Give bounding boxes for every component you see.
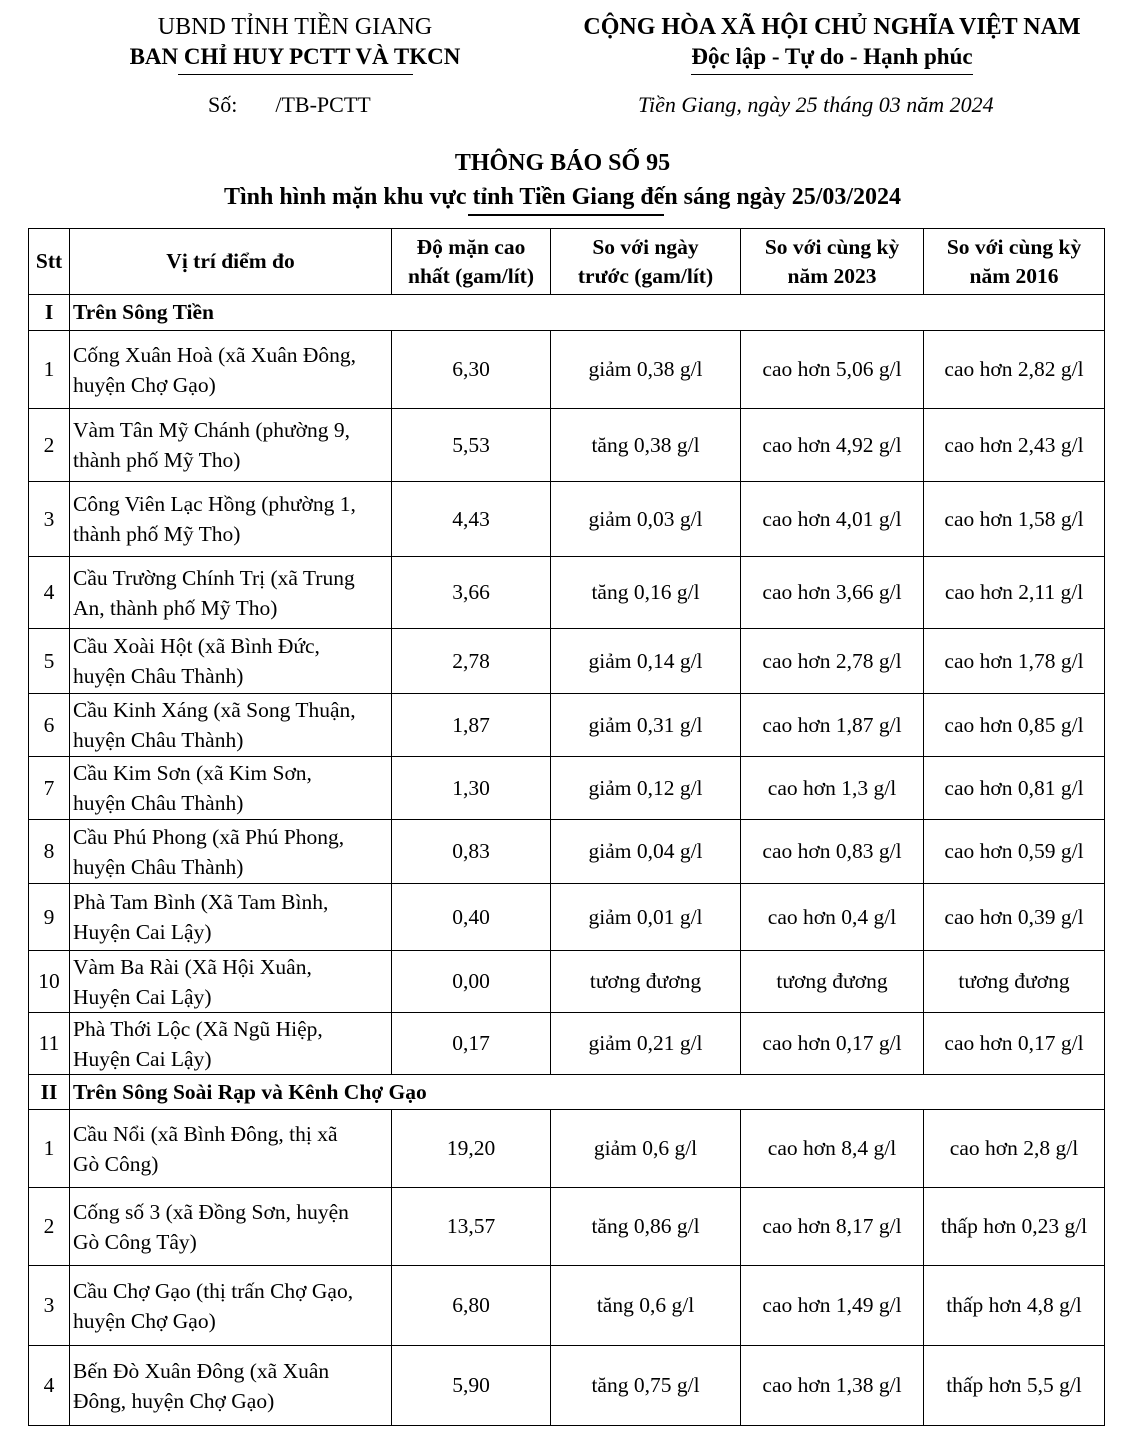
row-vs-2023: cao hơn 3,66 g/l <box>741 557 924 629</box>
row-location <box>70 629 392 694</box>
section-roman: I <box>29 295 70 331</box>
row-vs-prev-day: giảm 0,38 g/l <box>551 331 741 409</box>
table-row <box>29 1188 1105 1266</box>
col-header-2023: So với cùng kỳ năm 2023 <box>741 229 924 295</box>
row-stt: 4 <box>29 557 70 629</box>
location-line2: An, thành phố Mỹ Tho) <box>73 595 278 620</box>
row-vs-2023: cao hơn 1,3 g/l <box>741 757 924 820</box>
row-stt: 7 <box>29 757 70 820</box>
row-vs-2023: cao hơn 2,78 g/l <box>741 629 924 694</box>
number-label: Số: <box>208 92 238 117</box>
location-line1: Cầu Nổi (xã Bình Đông, thị xã <box>73 1121 338 1146</box>
row-vs-2016: cao hơn 0,81 g/l <box>924 757 1105 820</box>
row-vs-2023: cao hơn 1,49 g/l <box>741 1266 924 1346</box>
issuer-committee: BAN CHỈ HUY PCTT VÀ TKCN <box>129 44 461 69</box>
row-location <box>70 1110 392 1188</box>
row-max-salinity: 13,57 <box>392 1188 551 1266</box>
section-row <box>29 295 1105 331</box>
row-vs-prev-day: giảm 0,03 g/l <box>551 482 741 557</box>
col-header-max: Độ mặn cao nhất (gam/lít) <box>392 229 551 295</box>
row-vs-prev-day: tăng 0,38 g/l <box>551 409 741 482</box>
col-header-prev-day: So với ngày trước (gam/lít) <box>551 229 741 295</box>
row-vs-prev-day: giảm 0,14 g/l <box>551 629 741 694</box>
table-row <box>29 331 1105 409</box>
row-stt: 11 <box>29 1013 70 1075</box>
location-line1: Cầu Kinh Xáng (xã Song Thuận, <box>73 698 356 722</box>
location-line2: huyện Châu Thành) <box>73 854 244 879</box>
row-location <box>70 757 392 820</box>
national-header <box>572 12 1092 75</box>
document-title: THÔNG BÁO SỐ 95 <box>454 150 671 176</box>
row-vs-prev-day: tương đương <box>551 951 741 1013</box>
row-vs-2016: cao hơn 0,85 g/l <box>924 694 1105 757</box>
table-body <box>29 295 1105 1426</box>
national-title: CỘNG HÒA XÃ HỘI CHỦ NGHĨA VIỆT NAM <box>583 14 1081 40</box>
location-line2: huyện Châu Thành) <box>73 664 244 688</box>
row-vs-prev-day: giảm 0,31 g/l <box>551 694 741 757</box>
issuer-header <box>120 12 470 75</box>
row-stt: 2 <box>29 409 70 482</box>
location-line1: Cầu Trường Chính Trị (xã Trung <box>73 565 355 590</box>
location-line1: Vàm Tân Mỹ Chánh (phường 9, <box>73 418 351 442</box>
row-vs-2023: cao hơn 1,87 g/l <box>741 694 924 757</box>
location-line1: Phà Tam Bình (Xã Tam Bình, <box>73 890 329 914</box>
location-line2: huyện Châu Thành) <box>73 728 244 752</box>
location-line2: thành phố Mỹ Tho) <box>73 448 241 472</box>
row-vs-prev-day: giảm 0,12 g/l <box>551 757 741 820</box>
table-row <box>29 482 1105 557</box>
row-location <box>70 1188 392 1266</box>
issuer-underline <box>178 74 413 75</box>
row-vs-2023: cao hơn 0,4 g/l <box>741 884 924 951</box>
row-max-salinity: 0,40 <box>392 884 551 951</box>
row-vs-2023: cao hơn 8,17 g/l <box>741 1188 924 1266</box>
location-line2: huyện Chợ Gạo) <box>73 1308 216 1333</box>
location-line1: Cầu Chợ Gạo (thị trấn Chợ Gạo, <box>73 1278 354 1303</box>
location-line1: Cầu Kim Sơn (xã Kim Sơn, <box>73 761 312 785</box>
row-vs-2023: cao hơn 5,06 g/l <box>741 331 924 409</box>
row-vs-2023: cao hơn 0,83 g/l <box>741 820 924 884</box>
row-max-salinity: 6,80 <box>392 1266 551 1346</box>
location-line1: Cầu Phú Phong (xã Phú Phong, <box>73 824 345 849</box>
row-location <box>70 694 392 757</box>
row-stt: 6 <box>29 694 70 757</box>
location-line2: Huyện Cai Lậy) <box>73 984 212 1009</box>
row-location <box>70 331 392 409</box>
location-line1: Cầu Xoài Hột (xã Bình Đức, <box>73 634 320 658</box>
row-vs-2023: cao hơn 0,17 g/l <box>741 1013 924 1075</box>
row-vs-prev-day: tăng 0,86 g/l <box>551 1188 741 1266</box>
number-code: /TB-PCTT <box>275 92 371 117</box>
table-row <box>29 951 1105 1013</box>
subtitle-underline <box>468 214 664 216</box>
row-location <box>70 1266 392 1346</box>
row-vs-prev-day: giảm 0,6 g/l <box>551 1110 741 1188</box>
col-header-location: Vị trí điểm đo <box>70 229 392 295</box>
location-line2: huyện Châu Thành) <box>73 791 244 815</box>
table-row <box>29 1013 1105 1075</box>
national-motto: Độc lập - Tự do - Hạnh phúc <box>691 42 972 75</box>
row-vs-prev-day: giảm 0,01 g/l <box>551 884 741 951</box>
table-row <box>29 820 1105 884</box>
row-vs-2016: cao hơn 0,17 g/l <box>924 1013 1105 1075</box>
row-max-salinity: 1,87 <box>392 694 551 757</box>
row-vs-prev-day: tăng 0,6 g/l <box>551 1266 741 1346</box>
row-max-salinity: 4,43 <box>392 482 551 557</box>
row-vs-2016: cao hơn 1,78 g/l <box>924 629 1105 694</box>
table-row <box>29 409 1105 482</box>
row-location <box>70 1346 392 1426</box>
location-line2: Gò Công Tây) <box>73 1229 197 1254</box>
row-stt: 2 <box>29 1188 70 1266</box>
location-line2: thành phố Mỹ Tho) <box>73 522 241 546</box>
location-line2: Huyện Cai Lậy) <box>73 1046 212 1071</box>
table-row <box>29 884 1105 951</box>
row-stt: 1 <box>29 1110 70 1188</box>
col-header-2016: So với cùng kỳ năm 2016 <box>924 229 1105 295</box>
location-line1: Phà Thới Lộc (Xã Ngũ Hiệp, <box>73 1016 323 1041</box>
row-vs-2016: cao hơn 1,58 g/l <box>924 482 1105 557</box>
row-vs-2016: thấp hơn 4,8 g/l <box>924 1266 1105 1346</box>
row-stt: 3 <box>29 1266 70 1346</box>
table-row <box>29 1110 1105 1188</box>
section-row <box>29 1075 1105 1110</box>
row-vs-2016: cao hơn 0,39 g/l <box>924 884 1105 951</box>
row-location <box>70 409 392 482</box>
table-row <box>29 1266 1105 1346</box>
issuer-authority: UBND TỈNH TIỀN GIANG <box>157 14 433 40</box>
row-stt: 3 <box>29 482 70 557</box>
row-vs-2016: cao hơn 0,59 g/l <box>924 820 1105 884</box>
location-line1: Cống Xuân Hoà (xã Xuân Đông, <box>73 342 357 367</box>
row-max-salinity: 2,78 <box>392 629 551 694</box>
col-header-stt: Stt <box>29 229 70 295</box>
table-row <box>29 694 1105 757</box>
row-vs-2016: thấp hơn 0,23 g/l <box>924 1188 1105 1266</box>
row-vs-2016: cao hơn 2,43 g/l <box>924 409 1105 482</box>
row-vs-2016: cao hơn 2,82 g/l <box>924 331 1105 409</box>
location-line1: Vàm Ba Rài (Xã Hội Xuân, <box>73 954 312 979</box>
table-header-row <box>29 229 1105 295</box>
section-name: Trên Sông Tiền <box>70 295 1105 331</box>
row-vs-2023: cao hơn 1,38 g/l <box>741 1346 924 1426</box>
location-line1: Công Viên Lạc Hồng (phường 1, <box>73 492 356 516</box>
table-row <box>29 629 1105 694</box>
row-vs-prev-day: tăng 0,16 g/l <box>551 557 741 629</box>
row-stt: 1 <box>29 331 70 409</box>
row-vs-2023: cao hơn 4,01 g/l <box>741 482 924 557</box>
row-max-salinity: 5,90 <box>392 1346 551 1426</box>
row-max-salinity: 0,00 <box>392 951 551 1013</box>
row-location <box>70 951 392 1013</box>
document-subtitle: Tình hình mặn khu vực tỉnh Tiền Giang đến sáng ngày 25/03/2024 <box>223 184 902 210</box>
location-line2: Gò Công) <box>73 1151 159 1176</box>
row-vs-2016: thấp hơn 5,5 g/l <box>924 1346 1105 1426</box>
table-row <box>29 757 1105 820</box>
location-line1: Bến Đò Xuân Đông (xã Xuân <box>73 1358 330 1383</box>
row-vs-2023: tương đương <box>741 951 924 1013</box>
location-line1: Cống số 3 (xã Đồng Sơn, huyện <box>73 1199 349 1224</box>
row-stt: 8 <box>29 820 70 884</box>
row-max-salinity: 5,53 <box>392 409 551 482</box>
row-max-salinity: 3,66 <box>392 557 551 629</box>
row-max-salinity: 0,17 <box>392 1013 551 1075</box>
row-vs-2016: cao hơn 2,8 g/l <box>924 1110 1105 1188</box>
document-number <box>208 92 371 118</box>
row-max-salinity: 6,30 <box>392 331 551 409</box>
table-row <box>29 1346 1105 1426</box>
document-date: Tiền Giang, ngày 25 tháng 03 năm 2024 <box>638 92 994 117</box>
row-max-salinity: 1,30 <box>392 757 551 820</box>
section-name: Trên Sông Soài Rạp và Kênh Chợ Gạo <box>70 1075 1105 1110</box>
row-location <box>70 482 392 557</box>
row-vs-2016: cao hơn 2,11 g/l <box>924 557 1105 629</box>
row-vs-2023: cao hơn 4,92 g/l <box>741 409 924 482</box>
row-vs-2016: tương đương <box>924 951 1105 1013</box>
table-row <box>29 557 1105 629</box>
section-roman: II <box>29 1075 70 1110</box>
row-max-salinity: 19,20 <box>392 1110 551 1188</box>
row-max-salinity: 0,83 <box>392 820 551 884</box>
row-stt: 4 <box>29 1346 70 1426</box>
row-stt: 10 <box>29 951 70 1013</box>
row-stt: 9 <box>29 884 70 951</box>
row-location <box>70 557 392 629</box>
location-line2: Huyện Cai Lậy) <box>73 920 212 944</box>
row-vs-prev-day: giảm 0,21 g/l <box>551 1013 741 1075</box>
location-line2: huyện Chợ Gạo) <box>73 372 216 397</box>
row-stt: 5 <box>29 629 70 694</box>
row-location <box>70 1013 392 1075</box>
salinity-table <box>28 228 1105 1426</box>
row-location <box>70 820 392 884</box>
row-vs-prev-day: giảm 0,04 g/l <box>551 820 741 884</box>
row-vs-2023: cao hơn 8,4 g/l <box>741 1110 924 1188</box>
row-vs-prev-day: tăng 0,75 g/l <box>551 1346 741 1426</box>
location-line2: Đông, huyện Chợ Gạo) <box>73 1388 275 1413</box>
row-location <box>70 884 392 951</box>
